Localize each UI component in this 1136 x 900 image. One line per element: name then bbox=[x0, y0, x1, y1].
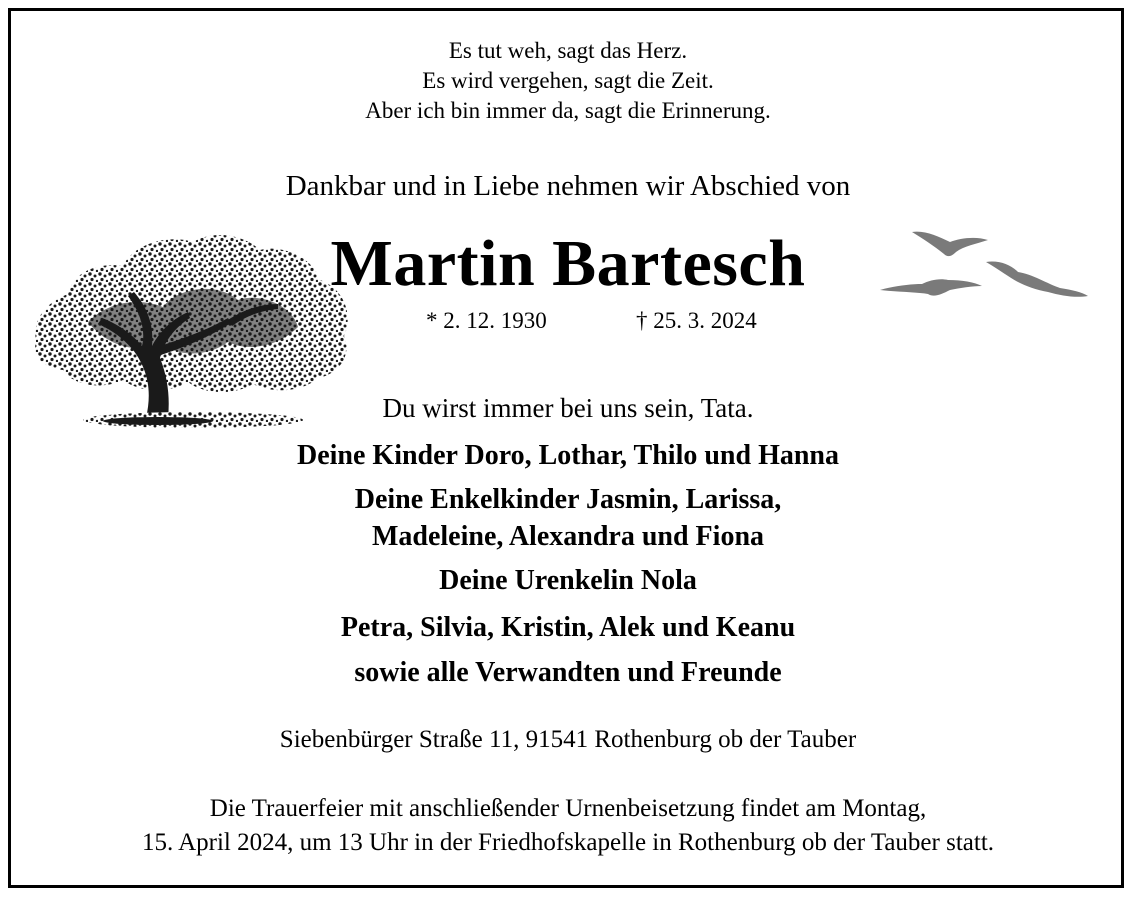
family-line-grandchildren-2: Madeleine, Alexandra und Fiona bbox=[371, 521, 765, 552]
family-line-grandchildren-1: Deine Enkelkinder Jasmin, Larissa, bbox=[354, 484, 782, 515]
family-line-others: Petra, Silvia, Kristin, Alek und Keanu bbox=[340, 612, 796, 643]
deceased-name: Martin Bartesch bbox=[330, 227, 806, 300]
life-dates bbox=[0, 308, 1136, 338]
family-line-children: Deine Kinder Doro, Lothar, Thilo und Hanna bbox=[297, 440, 839, 471]
family-line-relatives: sowie alle Verwandten und Freunde bbox=[354, 657, 782, 688]
poem-line-1: Es tut weh, sagt das Herz. bbox=[448, 38, 688, 63]
flying-birds-illustration bbox=[876, 224, 1096, 308]
ceremony-line-2: 15. April 2024, um 13 Uhr in der Friedhofskapelle in Rothenburg ob der Tauber statt. bbox=[141, 829, 995, 856]
poem-line-2: Es wird vergehen, sagt die Zeit. bbox=[422, 68, 714, 93]
farewell-text: Du wirst immer bei uns sein, Tata. bbox=[382, 393, 754, 423]
family-line-great-grandchild: Deine Urenkelin Nola bbox=[439, 565, 697, 596]
birth-date: * 2. 12. 1930 bbox=[426, 308, 547, 333]
poem-line-3: Aber ich bin immer da, sagt die Erinnerung. bbox=[365, 98, 771, 123]
ceremony-line-1: Die Trauerfeier mit anschließender Urnenbeisetzung findet am Montag, bbox=[209, 795, 927, 822]
intro-text: Dankbar und in Liebe nehmen wir Abschied von bbox=[285, 170, 851, 202]
death-date: † 25. 3. 2024 bbox=[636, 308, 757, 333]
address-text: Siebenbürger Straße 11, 91541 Rothenburg ob der Tauber bbox=[279, 726, 857, 753]
